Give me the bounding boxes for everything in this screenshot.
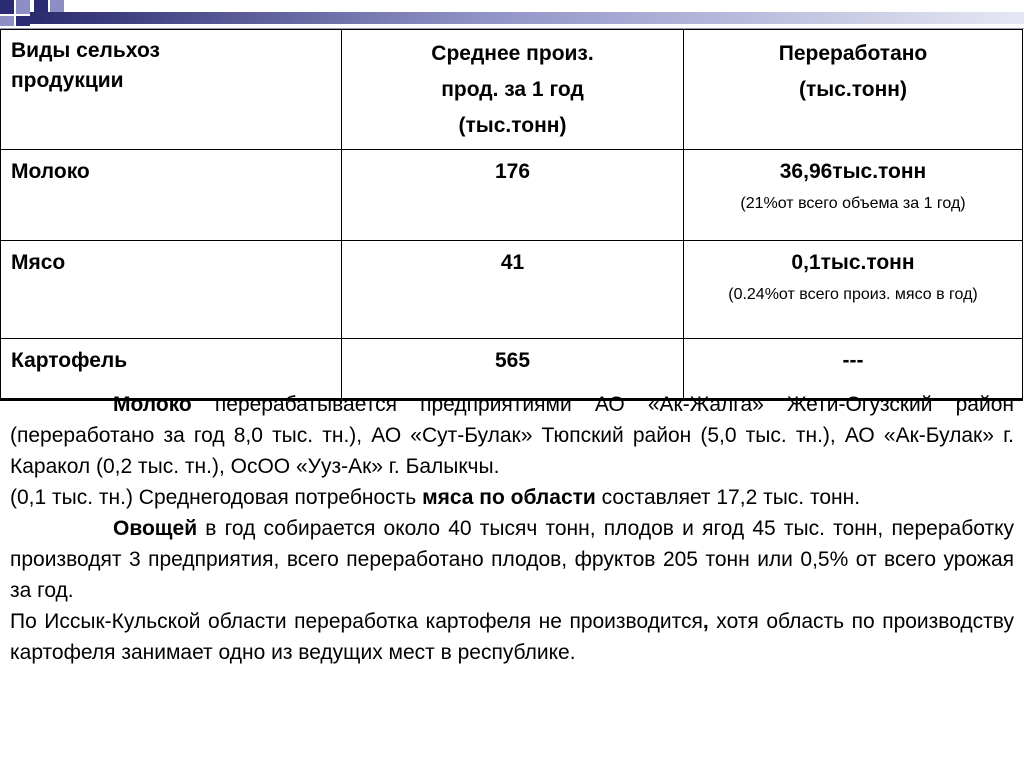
- product-name: Молоко: [1, 150, 342, 241]
- processed-cell: [684, 241, 1023, 339]
- body-text: [10, 389, 1014, 668]
- table-header-row: [1, 30, 1023, 150]
- average-value: 41: [342, 241, 684, 339]
- processed-value: 36,96тыс.тонн: [779, 160, 927, 183]
- average-value: 176: [342, 150, 684, 241]
- processed-value: 0,1тыс.тонн: [791, 251, 915, 274]
- header-average-production: Среднее произ. прод. за 1 год (тыс.тонн): [342, 30, 684, 150]
- paragraph-potatoes: По Иссык-Кульской области переработка картофеля не производится, хотя область по производству картофеля занимает одно из ведущих мест в республике.: [10, 610, 1014, 664]
- production-table: [0, 29, 1023, 401]
- product-name: Картофель: [1, 339, 342, 400]
- product-name: Мясо: [1, 241, 342, 339]
- paragraph-milk: Молоко перерабатывается предприятиями АО «Ак-Жалга» Жети-Огузский район (переработано за год 8,0 тыс. тн.), АО «Сут-Булак» Тюпский район (5,0 тыс. тн.), АО «Ак-Булак» г. Каракол (0,2 тыс. тн.), ОсОО «Ууз-Ак» г. Балыкчы.: [10, 393, 1014, 478]
- average-value: 565: [342, 339, 684, 400]
- processed-value: ---: [684, 339, 1023, 400]
- processed-note: (21%от всего объема за 1 год): [740, 195, 966, 212]
- table-row: [1, 150, 1023, 241]
- processed-note: (0.24%от всего произ. мясо в год): [728, 286, 978, 303]
- paragraph-meat: (0,1 тыс. тн.) Среднегодовая потребность мяса по области составляет 17,2 тыс. тонн.: [10, 486, 861, 509]
- paragraph-vegetables: Овощей в год собирается около 40 тысяч тонн, плодов и ягод 45 тыс. тонн, переработку производят 3 предприятия, всего переработано плодов, фруктов 205 тонн или 0,5% от всего урожая за год.: [10, 517, 1014, 602]
- processed-cell: [684, 150, 1023, 241]
- table-row: [1, 241, 1023, 339]
- header-gradient-bar: [30, 12, 1024, 24]
- header-product-type: Виды сельхоз продукции: [1, 30, 342, 150]
- header-processed: Переработано (тыс.тонн): [684, 30, 1023, 150]
